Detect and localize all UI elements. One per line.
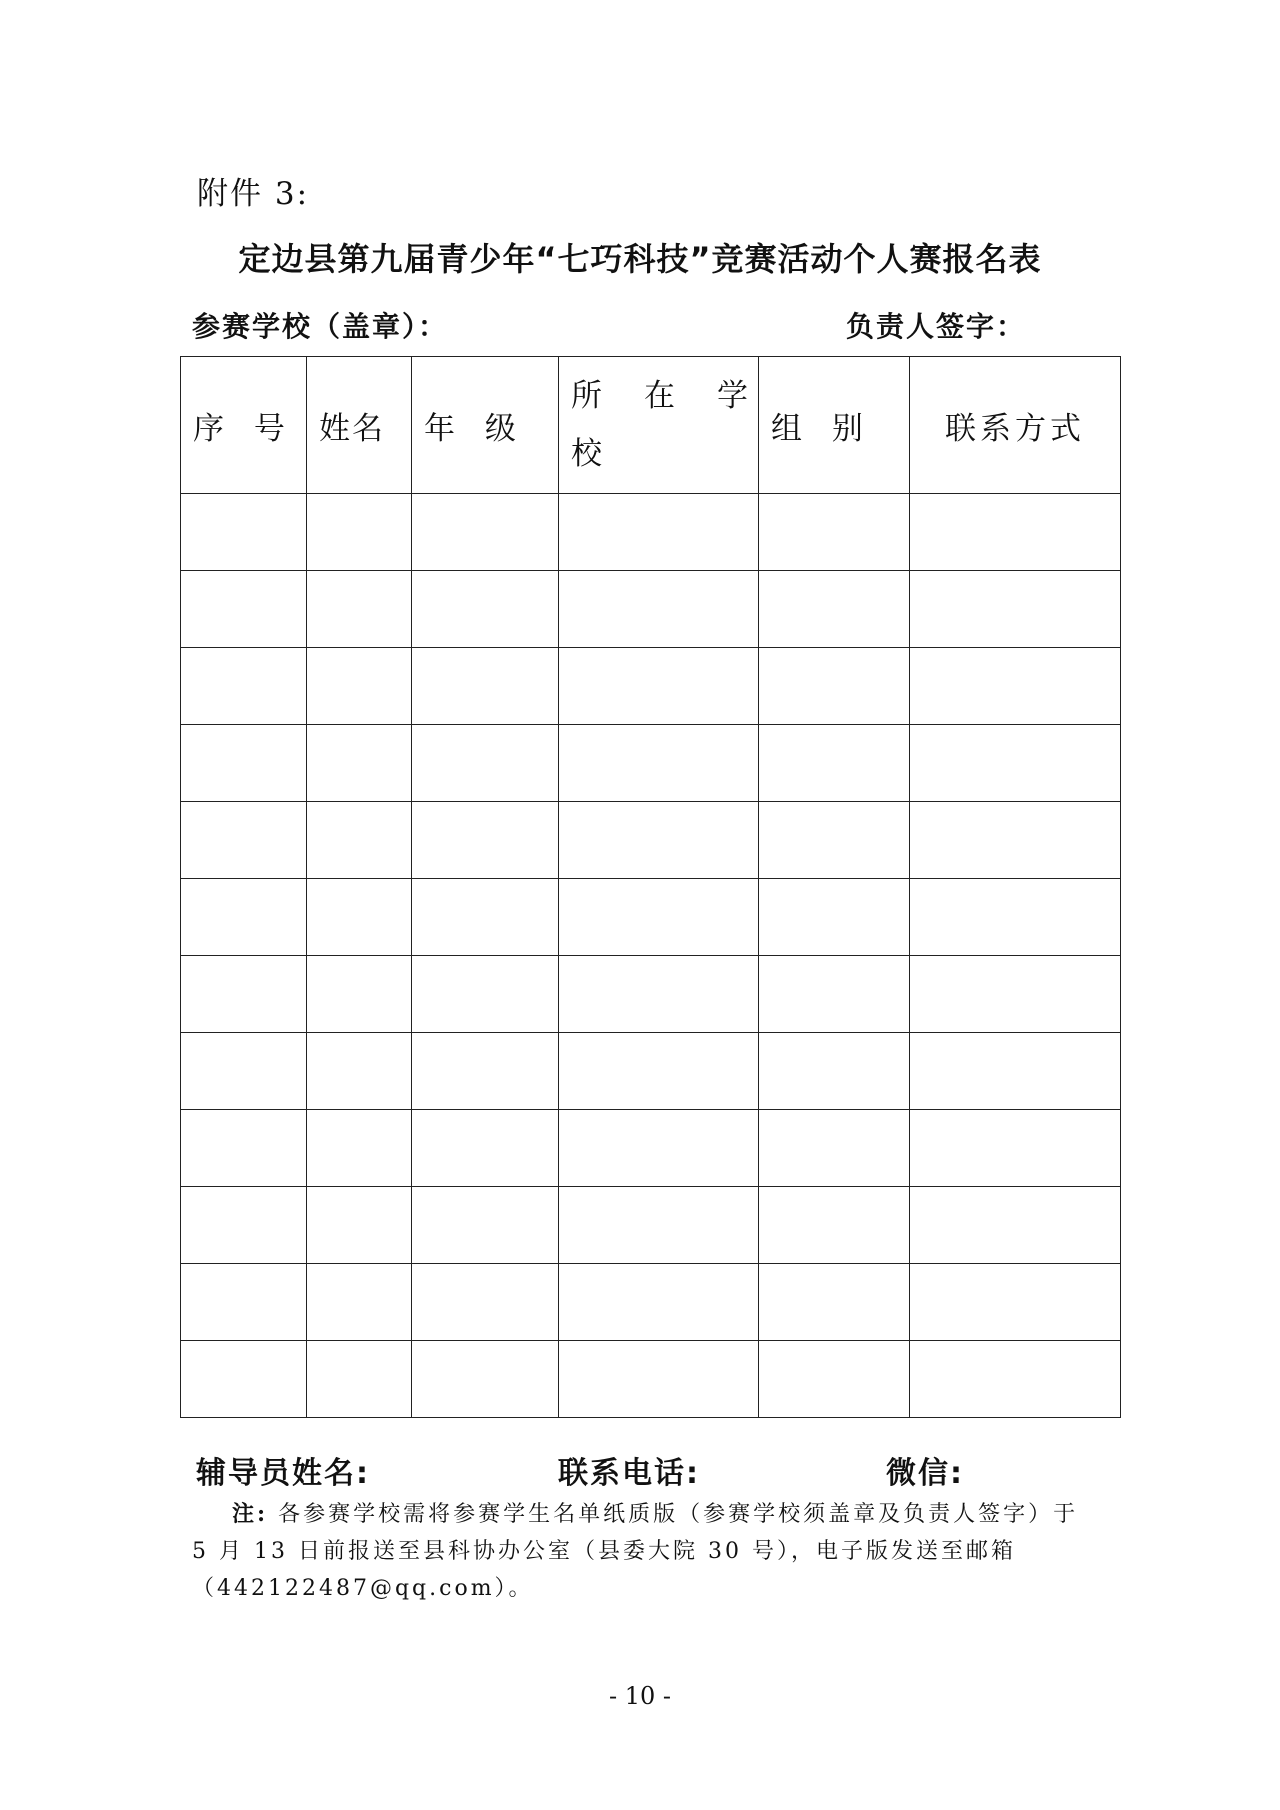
- table-cell[interactable]: [910, 648, 1121, 725]
- form-title: 定边县第九届青少年“七巧科技”竞赛活动个人赛报名表: [238, 240, 1042, 278]
- table-cell[interactable]: [910, 571, 1121, 648]
- table-cell[interactable]: [181, 1110, 307, 1187]
- table-cell[interactable]: [910, 1264, 1121, 1341]
- table-row: [181, 725, 1121, 802]
- table-cell[interactable]: [307, 648, 412, 725]
- school-header-char: 学: [717, 378, 748, 414]
- table-cell[interactable]: [759, 879, 910, 956]
- column-header-group: 组 别: [759, 357, 910, 494]
- table-cell[interactable]: [412, 494, 559, 571]
- table-cell[interactable]: [307, 1187, 412, 1264]
- table-cell[interactable]: [181, 571, 307, 648]
- responsible-signature-label: 负责人签字：: [846, 310, 1027, 343]
- column-header-name: 姓名: [307, 357, 412, 494]
- table-cell[interactable]: [559, 956, 759, 1033]
- table-cell[interactable]: [307, 1033, 412, 1110]
- table-row: [181, 802, 1121, 879]
- table-cell[interactable]: [307, 571, 412, 648]
- column-header-seq: 序 号: [181, 357, 307, 494]
- table-cell[interactable]: [559, 648, 759, 725]
- table-cell[interactable]: [759, 725, 910, 802]
- table-cell[interactable]: [759, 1110, 910, 1187]
- table-cell[interactable]: [910, 879, 1121, 956]
- school-stamp-label: 参赛学校（盖章）：: [192, 310, 449, 343]
- table-cell[interactable]: [412, 1341, 559, 1418]
- table-cell[interactable]: [910, 1033, 1121, 1110]
- table-cell[interactable]: [559, 802, 759, 879]
- table-cell[interactable]: [759, 956, 910, 1033]
- table-cell[interactable]: [412, 725, 559, 802]
- table-cell[interactable]: [759, 571, 910, 648]
- attachment-label: 附件 3:: [197, 176, 310, 212]
- table-row: [181, 1341, 1121, 1418]
- table-cell[interactable]: [181, 956, 307, 1033]
- table-cell[interactable]: [181, 879, 307, 956]
- table-cell[interactable]: [759, 802, 910, 879]
- table-cell[interactable]: [910, 1187, 1121, 1264]
- table-cell[interactable]: [307, 956, 412, 1033]
- table-row: [181, 956, 1121, 1033]
- table-cell[interactable]: [307, 879, 412, 956]
- table-cell[interactable]: [559, 725, 759, 802]
- table-cell[interactable]: [759, 1341, 910, 1418]
- table-cell[interactable]: [307, 1264, 412, 1341]
- registration-table: [180, 356, 1121, 1418]
- table-row: [181, 1187, 1121, 1264]
- table-row: [181, 494, 1121, 571]
- table-cell[interactable]: [181, 802, 307, 879]
- table-cell[interactable]: [307, 494, 412, 571]
- table-cell[interactable]: [559, 879, 759, 956]
- table-row: [181, 879, 1121, 956]
- table-cell[interactable]: [559, 1264, 759, 1341]
- table-cell[interactable]: [412, 571, 559, 648]
- table-cell[interactable]: [759, 1264, 910, 1341]
- table-cell[interactable]: [181, 494, 307, 571]
- column-header-school: [559, 357, 759, 494]
- table-cell[interactable]: [910, 494, 1121, 571]
- school-header-char: 校: [571, 436, 602, 472]
- table-row: [181, 1110, 1121, 1187]
- table-cell[interactable]: [559, 571, 759, 648]
- table-cell[interactable]: [412, 1110, 559, 1187]
- note-body: 各参赛学校需将参赛学生名单纸质版（参赛学校须盖章及负责人签字）于 5 月 13 日前报送至县科协办公室（县委大院 30 号），电子版发送至邮箱（442122487@qq.com）。: [192, 1502, 1079, 1601]
- table-row: [181, 1264, 1121, 1341]
- table-cell[interactable]: [759, 1033, 910, 1110]
- column-header-grade: 年 级: [412, 357, 559, 494]
- table-cell[interactable]: [559, 494, 759, 571]
- submission-note: [192, 1496, 1092, 1607]
- table-cell[interactable]: [412, 1033, 559, 1110]
- table-cell[interactable]: [307, 725, 412, 802]
- table-cell[interactable]: [412, 648, 559, 725]
- wechat-label: 微信:: [886, 1456, 964, 1491]
- school-header-char: 所: [571, 378, 602, 414]
- table-cell[interactable]: [307, 802, 412, 879]
- column-header-contact: 联系方式: [910, 357, 1121, 494]
- table-cell[interactable]: [759, 1187, 910, 1264]
- page-number: - 10 -: [608, 1682, 671, 1710]
- table-cell[interactable]: [181, 1264, 307, 1341]
- table-cell[interactable]: [181, 648, 307, 725]
- table-cell[interactable]: [412, 1187, 559, 1264]
- table-cell[interactable]: [412, 879, 559, 956]
- school-header-char: 在: [644, 378, 675, 414]
- table-cell[interactable]: [412, 802, 559, 879]
- table-cell[interactable]: [910, 1341, 1121, 1418]
- table-cell[interactable]: [910, 802, 1121, 879]
- table-cell[interactable]: [412, 1264, 559, 1341]
- table-cell[interactable]: [910, 956, 1121, 1033]
- table-cell[interactable]: [307, 1341, 412, 1418]
- table-header-row: [181, 357, 1121, 494]
- table-cell[interactable]: [307, 1110, 412, 1187]
- table-cell[interactable]: [181, 1033, 307, 1110]
- table-cell[interactable]: [559, 1110, 759, 1187]
- table-cell[interactable]: [759, 648, 910, 725]
- table-cell[interactable]: [412, 956, 559, 1033]
- table-cell[interactable]: [559, 1341, 759, 1418]
- table-row: [181, 648, 1121, 725]
- contact-phone-label: 联系电话:: [558, 1456, 700, 1491]
- table-cell[interactable]: [559, 1187, 759, 1264]
- table-row: [181, 571, 1121, 648]
- table-cell[interactable]: [910, 1110, 1121, 1187]
- table-cell[interactable]: [910, 725, 1121, 802]
- table-cell[interactable]: [181, 725, 307, 802]
- table-row: [181, 1033, 1121, 1110]
- tutor-name-label: 辅导员姓名:: [196, 1456, 370, 1491]
- table-cell[interactable]: [759, 494, 910, 571]
- note-lead: 注:: [232, 1501, 269, 1527]
- table-cell[interactable]: [559, 1033, 759, 1110]
- table-cell[interactable]: [181, 1341, 307, 1418]
- table-cell[interactable]: [181, 1187, 307, 1264]
